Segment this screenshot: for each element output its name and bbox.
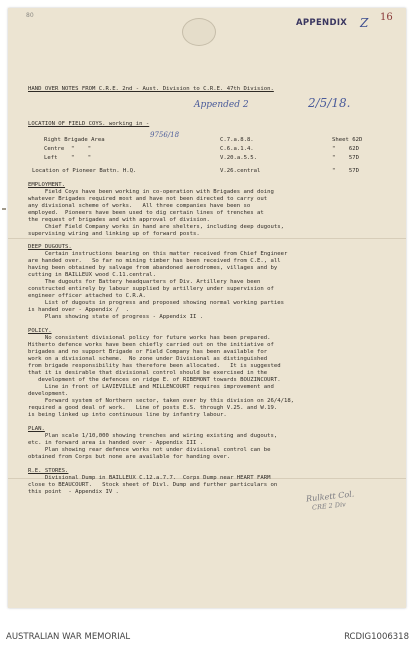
document-page [8,8,406,608]
section-line: The dugouts for Battery headquarters of Div. Artillery have been [28,279,261,285]
section-heading: POLICY. [28,328,52,334]
section-line: whatever Brigades required most and have not been directed to carry out [28,196,268,202]
location-row-sheet: Sheet 62D [332,137,363,143]
section-heading: EMPLOYMENT. [28,182,66,188]
section-line: Field Coys have been working in co-operation with Brigades and doing [28,189,274,195]
section-line: are handed over. So far no mining timber has been received from C.E., all [28,258,281,264]
section-line: supervising wiring and linking up of forward posts. [28,231,200,237]
section-line: development. [28,391,69,397]
section-line: Line in front of LAVIEVILLE and MILLENCOURT requires improvement and [28,384,274,390]
section-line: this point - Appendix IV . [28,489,119,495]
location-row-label: Location of Pioneer Battn. H.Q. [32,168,137,174]
section-line: etc. in forward area is handed over - Appendix III . [28,440,204,446]
page-crease [8,238,406,239]
section-line: the request of brigades and with approval of division. [28,217,210,223]
page-corner-number: 80 [26,12,34,19]
location-row-ref: V.20.a.5.5. [220,155,258,161]
section-line: Plan showing rear defence works not under divisional control can be [28,447,271,453]
section-heading: PLAN. [28,426,45,432]
section-line: Chief Field Company works in hand are shelters, including deep dugouts, [28,224,284,230]
section-line: engineer officer attached to C.R.A. [28,293,146,299]
location-row-sheet: " 62D [332,146,359,152]
edge-mark [2,208,6,210]
document-title: HAND OVER NOTES FROM C.R.E. 2nd - Aust. Division to C.R.E. 47th Division. [28,86,274,92]
location-row-label: Left " " [44,155,92,161]
location-row-sheet: " 57D [332,155,359,161]
section-line: Divisional Dump in BAILLEUX C.12.a.7.7. Corps Dump near HEART FARM [28,475,271,481]
location-heading: LOCATION OF FIELD COYS. working in - [28,121,150,127]
section-line: having been obtained by salvage from abandoned aerodromes, villages and by [28,265,278,271]
section-line: close to BEAUCOURT. Stock sheet of Divl. Dump and further particulars on [28,482,278,488]
section-line: obtained from Corps but none are available for handing over. [28,454,231,460]
footer-source: AUSTRALIAN WAR MEMORIAL [6,632,131,642]
footer-reference: RCDIG1006318 [344,632,409,642]
section-line: Certain instructions bearing on this matter received from Chief Engineer [28,251,288,257]
section-line: No consistent divisional policy for future works has been prepared. [28,335,271,341]
page-number: 16 [380,12,393,23]
section-line: List of dugouts in progress and proposed showing normal working parties [28,300,284,306]
section-line: constructed entirely by labour supplied by artillery under supervision of [28,286,274,292]
section-line: development of the defences on ridge E. of RIBEMONT towards BOUZINCOURT. [28,377,281,383]
handwritten-appended-note: Appended 2 [194,100,249,110]
section-line: employed. Pioneers have been used to dig certain lines of trenches at [28,210,264,216]
location-row-label: Right Brigade Area [44,137,105,143]
section-heading: DEEP DUGOUTS. [28,244,72,250]
section-line: Hitherto defence works have been chiefly carried out on the initiative of [28,342,274,348]
section-line: is being linked up into continuous line by infantry labour. [28,412,227,418]
location-row-ref: C.7.a.8.8. [220,137,254,143]
section-line: Forward system of Northern sector, taken over by this division on 26/4/18, [28,398,295,404]
section-line: brigades and no support Brigade or Field Company has been available for [28,349,268,355]
location-row-label: Centre " " [44,146,92,152]
location-row-ref: V.26.central [220,168,261,174]
handwritten-date: 2/5/18. [308,96,351,110]
location-row-ref: C.6.a.1.4. [220,146,254,152]
section-line: any divisional scheme of works. All three companies have been so [28,203,251,209]
margin-note: 9756/18 [150,131,180,139]
appendix-number: Z [360,16,369,30]
appendix-stamp: APPENDIX [296,18,348,28]
section-heading: R.E. STORES. [28,468,69,474]
section-line: required a good deal of work. Line of posts E.S. through V.25. and W.19. [28,405,278,411]
section-line: that it is desirable that divisional control should be exercised in the [28,370,268,376]
section-line: Plans showing state of progress - Appendix II . [28,314,204,320]
signature: Rulkett Col. [305,489,355,504]
embossed-seal [182,18,216,46]
section-line: work on a divisional scheme. No zone under Divisional as distinguished [28,356,268,362]
section-line: cutting in BAILLEUX wood C.11.central. [28,272,156,278]
section-line: from brigade responsibility has therefore been allocated. It is suggested [28,363,281,369]
signature-rank: CRE 2 Div [311,500,347,512]
section-line: Plan scale 1/10,000 showing trenches and wiring existing and dugouts, [28,433,278,439]
location-row-sheet: " 57D [332,168,359,174]
section-line: is handed over - Appendix / . [28,307,130,313]
